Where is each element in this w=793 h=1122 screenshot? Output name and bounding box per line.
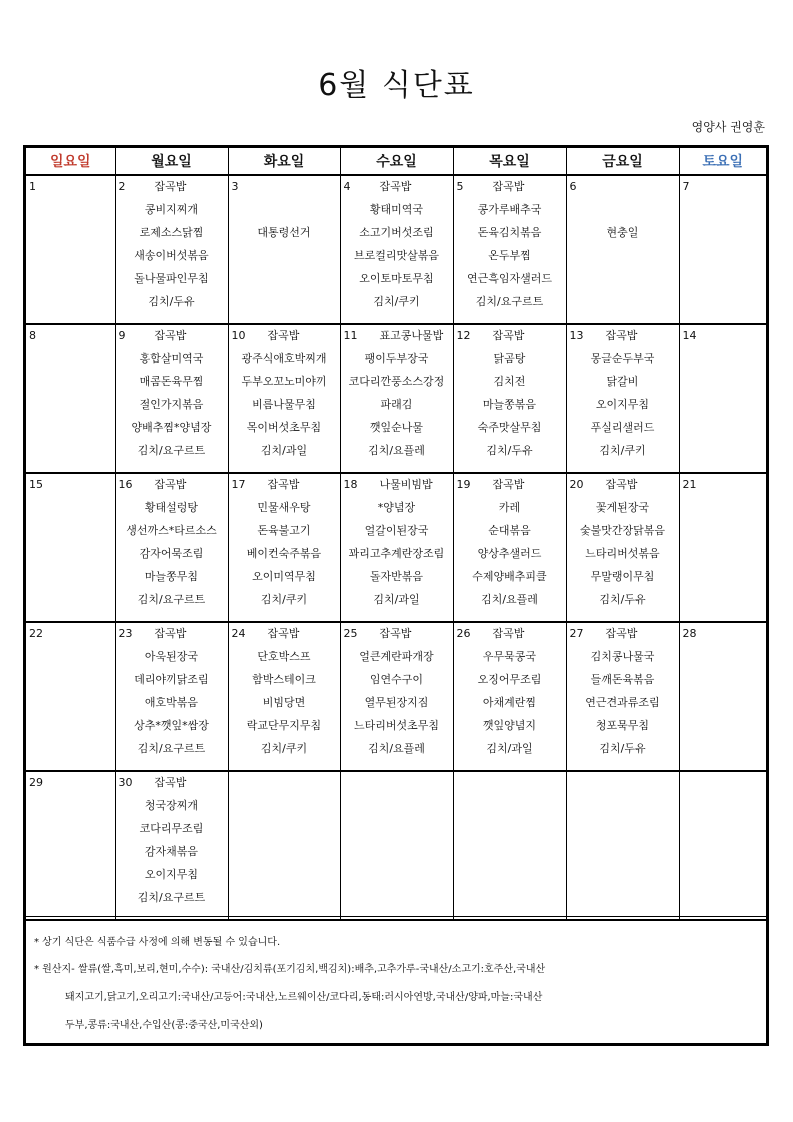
weekday-header: 토요일 <box>679 148 766 175</box>
menu-item: 콩가루배추국 <box>477 203 542 216</box>
menu-item: 연근흑임자샐러드 <box>466 272 552 285</box>
menu-item: 김치/쿠키 <box>373 295 420 308</box>
day-cell <box>453 473 566 622</box>
menu-item: 감자어묵조림 <box>139 547 204 560</box>
menu-item: 돈육불고기 <box>257 524 311 537</box>
day-cell <box>340 771 453 920</box>
menu-item: 깻잎양념지 <box>482 719 537 732</box>
day-number: 15 <box>29 478 43 491</box>
rice-item: 잡곡밥 <box>267 329 300 342</box>
menu-item: 민물새우탕 <box>257 501 311 514</box>
menu-item <box>229 198 340 221</box>
menu-item: 연근견과류조림 <box>585 696 660 709</box>
day-number: 22 <box>29 627 43 640</box>
menu-item: 홍합살미역국 <box>139 352 204 365</box>
menu-item: 황태미역국 <box>369 203 424 216</box>
menu-item: 오이미역무침 <box>252 570 316 583</box>
day-cell-header <box>567 623 679 645</box>
menu-item: 숙주맛살무침 <box>477 421 542 434</box>
menu-item: 아욱된장국 <box>144 650 199 663</box>
day-number: 6 <box>569 180 577 193</box>
day-cell <box>679 175 766 324</box>
menu-item: 들깨돈육볶음 <box>590 673 655 686</box>
menu-item: 팽이두부장국 <box>364 352 429 365</box>
week-row <box>26 622 766 771</box>
day-cell-header <box>341 325 453 347</box>
menu-item: 매콤돈육무찜 <box>139 375 204 388</box>
menu-item: 느타리버섯초무침 <box>353 719 439 732</box>
day-cell-header <box>229 176 340 198</box>
day-cell <box>228 175 340 324</box>
day-number: 10 <box>231 329 246 342</box>
rice-item: 잡곡밥 <box>267 478 300 491</box>
menu-item: 락교단무지무침 <box>246 719 322 732</box>
day-number: 8 <box>29 329 36 342</box>
day-cell <box>340 175 453 324</box>
day-cell-header <box>341 176 453 198</box>
rice-item: 표고콩나물밥 <box>379 329 444 342</box>
day-number: 17 <box>231 478 246 491</box>
weekday-header: 수요일 <box>340 148 453 175</box>
day-number: 18 <box>343 478 358 491</box>
menu-item: 김치/요구르트 <box>137 593 206 606</box>
menu-item: 베이컨숙주볶음 <box>246 547 322 560</box>
day-cell <box>228 324 340 473</box>
day-cell <box>115 175 228 324</box>
day-cell-header <box>567 474 679 496</box>
menu-item: 마늘쫑볶음 <box>482 398 537 411</box>
day-cell-header <box>341 623 453 645</box>
rice-item: 잡곡밥 <box>492 329 525 342</box>
day-number: 7 <box>682 180 690 193</box>
menu-item: 코다리깐풍소스강정 <box>348 375 445 388</box>
menu-item: 얼큰계란파개장 <box>359 650 434 663</box>
menu-item: 김치/과일 <box>373 593 420 606</box>
menu-item: 감자채볶음 <box>144 845 199 858</box>
day-number: 21 <box>682 478 697 491</box>
menu-item: 깻잎순나물 <box>369 421 424 434</box>
menu-item: 돌자반볶음 <box>369 570 424 583</box>
menu-item: 김치/요플레 <box>481 593 538 606</box>
menu-item: 광주식애호박찌개 <box>241 352 327 365</box>
day-cell-header <box>567 772 679 794</box>
day-cell-header <box>454 474 566 496</box>
day-number: 29 <box>29 776 43 789</box>
day-cell <box>26 622 115 771</box>
day-cell <box>340 324 453 473</box>
menu-item: 김치/과일 <box>260 444 308 457</box>
menu-item: 숯불맛간장닭볶음 <box>579 524 665 537</box>
week-row <box>26 771 766 920</box>
menu-item: 대통령선거 <box>257 226 311 239</box>
day-cell <box>453 622 566 771</box>
rice-item: 잡곡밥 <box>154 627 187 640</box>
menu-item: 양상추샐러드 <box>477 547 542 560</box>
menu-item: 온두부찜 <box>488 249 531 262</box>
day-cell-header <box>26 623 115 645</box>
day-cell-header <box>229 325 340 347</box>
menu-item: 돌나물파인무침 <box>134 272 209 285</box>
day-number: 24 <box>231 627 246 640</box>
menu-item: 비빔당면 <box>262 696 306 709</box>
menu-item: 김치/쿠키 <box>260 742 308 755</box>
day-number: 30 <box>118 776 133 789</box>
day-cell-header <box>454 623 566 645</box>
menu-item: 단호박스프 <box>257 650 311 663</box>
day-number: 3 <box>231 180 239 193</box>
menu-item: 수제양배추피클 <box>472 570 547 583</box>
day-cell-header <box>229 772 340 794</box>
day-cell-header <box>229 623 340 645</box>
menu-item: 김치/요플레 <box>368 742 425 755</box>
menu-item: 청국장찌개 <box>144 799 199 812</box>
day-cell-header <box>680 623 767 645</box>
menu-item: 두부오꼬노미야끼 <box>241 375 327 388</box>
menu-item: 새송이버섯볶음 <box>134 249 209 262</box>
rice-item: 잡곡밥 <box>267 627 300 640</box>
day-number: 19 <box>456 478 471 491</box>
day-cell <box>115 473 228 622</box>
menu-item: 절인가지볶음 <box>139 398 204 411</box>
day-cell <box>115 771 228 920</box>
day-cell-header <box>116 176 228 198</box>
week-row <box>26 324 766 473</box>
menu-item: 몽글순두부국 <box>590 352 655 365</box>
rice-item: 잡곡밥 <box>154 776 187 789</box>
rice-item: 잡곡밥 <box>605 478 638 491</box>
menu-item: 목이버섯초무침 <box>246 421 322 434</box>
note-origin-line-2: 돼지고기,닭고기,오리고기:국내산/고등어:국내산,노르웨이산/코다리,동태:러시아연방,국내산/양파,마늘:국내산 <box>65 992 543 1003</box>
note-origin-line-1: * 원산지- 쌀류(쌀,흑미,보리,현미,수수): 국내산/김치류(포기김치,백김치):배추,고추가루-국내산/소고기:호주산,국내산 <box>34 964 546 975</box>
day-number: 9 <box>118 329 126 342</box>
menu-item: 김치/쿠키 <box>260 593 308 606</box>
day-cell <box>679 324 766 473</box>
weekday-header: 목요일 <box>453 148 566 175</box>
day-cell <box>340 473 453 622</box>
day-cell <box>566 175 679 324</box>
menu-item: 꽃게된장국 <box>595 501 650 514</box>
menu-item: 마늘쫑무침 <box>144 570 199 583</box>
menu-item <box>567 198 679 221</box>
day-cell <box>453 175 566 324</box>
weekday-header: 금요일 <box>566 148 679 175</box>
menu-item: 돈육김치볶음 <box>477 226 542 239</box>
day-cell <box>115 622 228 771</box>
note-origin-line-3: 두부,콩류:국내산,수입산(콩:중국산,미국산외) <box>65 1020 263 1031</box>
day-number: 11 <box>343 329 358 342</box>
menu-item: 꽈리고추계란장조림 <box>348 547 445 560</box>
day-number: 4 <box>343 180 351 193</box>
menu-item: 양배추찜*양념장 <box>131 421 212 434</box>
rice-item: 잡곡밥 <box>492 180 525 193</box>
day-cell-header <box>26 772 115 794</box>
day-cell-header <box>116 623 228 645</box>
day-cell-header <box>229 474 340 496</box>
menu-item: 김치/요구르트 <box>475 295 544 308</box>
day-cell <box>566 771 679 920</box>
rice-item: 잡곡밥 <box>154 180 187 193</box>
menu-item: 김치/요플레 <box>368 444 425 457</box>
day-number: 5 <box>456 180 464 193</box>
menu-item: 브로컬리맛살볶음 <box>353 249 439 262</box>
day-number: 25 <box>343 627 358 640</box>
menu-item: 코다리무조림 <box>139 822 204 835</box>
menu-item: 김치/요구르트 <box>137 891 206 904</box>
day-number: 26 <box>456 627 471 640</box>
note-change-notice: * 상기 식단은 식품수급 사정에 의해 변동될 수 있습니다. <box>34 937 281 948</box>
menu-item: 데리야끼닭조림 <box>134 673 209 686</box>
day-number: 16 <box>118 478 133 491</box>
day-cell-header <box>567 176 679 198</box>
day-cell-header <box>26 325 115 347</box>
day-cell-header <box>26 176 115 198</box>
day-cell <box>26 324 115 473</box>
menu-item: 순대볶음 <box>488 524 531 537</box>
day-cell <box>228 473 340 622</box>
day-cell-header <box>680 325 767 347</box>
rice-item: 잡곡밥 <box>605 627 638 640</box>
week-row <box>26 473 766 622</box>
rice-item: 나물비빔밥 <box>379 478 433 491</box>
menu-item: 김치/쿠키 <box>599 444 646 457</box>
menu-item: 상추*깻잎*쌈장 <box>134 719 209 732</box>
rice-item: 잡곡밥 <box>154 329 187 342</box>
day-cell <box>26 473 115 622</box>
week-row <box>26 175 766 324</box>
rice-item: 잡곡밥 <box>154 478 187 491</box>
menu-item: 김치/요구르트 <box>137 742 206 755</box>
menu-item: 우무묵콩국 <box>482 650 537 663</box>
day-cell-header <box>567 325 679 347</box>
day-number: 20 <box>569 478 584 491</box>
day-number: 27 <box>569 627 584 640</box>
day-cell-header <box>116 325 228 347</box>
rice-item: 잡곡밥 <box>379 180 412 193</box>
day-cell-header <box>454 176 566 198</box>
menu-item: 오이지무침 <box>595 398 650 411</box>
page-title: 6월 식단표 <box>318 68 475 103</box>
weekday-header: 화요일 <box>228 148 340 175</box>
menu-item: 김치전 <box>493 375 526 388</box>
menu-item: 김치/요구르트 <box>137 444 206 457</box>
menu-item: 오이토마토무침 <box>359 272 434 285</box>
menu-item: 푸실리샐러드 <box>590 421 655 434</box>
menu-item: 현충일 <box>606 226 639 239</box>
notes-section <box>26 916 766 1043</box>
menu-item: 소고기버섯조림 <box>359 226 434 239</box>
menu-item: 함박스테이크 <box>252 673 316 686</box>
menu-item: 생선까스*타르소스 <box>126 524 217 537</box>
day-number: 2 <box>118 180 126 193</box>
day-cell-header <box>454 325 566 347</box>
menu-item: 무말랭이무침 <box>590 570 655 583</box>
menu-item: 열무된장지짐 <box>364 696 429 709</box>
menu-item: 오이지무침 <box>144 868 199 881</box>
menu-item: 콩비지찌개 <box>144 203 199 216</box>
day-cell <box>26 175 115 324</box>
day-cell <box>679 473 766 622</box>
menu-item: 오징어무조림 <box>477 673 542 686</box>
menu-item: 카레 <box>498 501 521 514</box>
day-cell-header <box>680 772 767 794</box>
weekday-header: 일요일 <box>26 148 115 175</box>
day-cell <box>679 771 766 920</box>
day-cell <box>566 473 679 622</box>
day-cell <box>228 622 340 771</box>
day-number: 23 <box>118 627 133 640</box>
day-number: 14 <box>682 329 697 342</box>
menu-item: 파래김 <box>380 398 413 411</box>
day-number: 12 <box>456 329 471 342</box>
menu-calendar <box>26 148 766 921</box>
menu-item: 김치/두유 <box>148 295 195 308</box>
day-cell-header <box>454 772 566 794</box>
menu-item: 임연수구이 <box>369 673 424 686</box>
menu-item: 김치콩나물국 <box>590 650 655 663</box>
day-cell-header <box>116 474 228 496</box>
day-number: 1 <box>29 180 36 193</box>
menu-item: 로제소스닭찜 <box>139 226 204 239</box>
day-cell <box>679 622 766 771</box>
menu-item: 김치/두유 <box>599 742 646 755</box>
menu-item: 김치/과일 <box>486 742 533 755</box>
menu-item: 황태설렁탕 <box>144 501 199 514</box>
menu-item: 닭갈비 <box>606 375 639 388</box>
day-cell <box>566 324 679 473</box>
day-cell <box>340 622 453 771</box>
dietitian-name: 영양사 권영훈 <box>691 120 765 134</box>
day-cell-header <box>341 772 453 794</box>
rice-item: 잡곡밥 <box>492 478 525 491</box>
rice-item: 잡곡밥 <box>492 627 525 640</box>
menu-item: 느타리버섯볶음 <box>585 547 660 560</box>
menu-item: 비름나물무침 <box>252 398 316 411</box>
day-cell-header <box>680 474 767 496</box>
menu-item: 아채계란찜 <box>482 696 537 709</box>
rice-item: 잡곡밥 <box>605 329 638 342</box>
day-cell <box>453 324 566 473</box>
menu-calendar-frame <box>23 145 769 1046</box>
menu-item: 김치/두유 <box>486 444 533 457</box>
weekday-header: 월요일 <box>115 148 228 175</box>
menu-item: *양념장 <box>377 501 416 514</box>
menu-item: 청포묵무침 <box>595 719 650 732</box>
day-cell-header <box>341 474 453 496</box>
day-cell <box>566 622 679 771</box>
day-number: 28 <box>682 627 697 640</box>
menu-item: 애호박볶음 <box>144 696 199 709</box>
menu-item: 닭곰탕 <box>493 352 526 365</box>
day-number: 13 <box>569 329 584 342</box>
day-cell-header <box>116 772 228 794</box>
rice-item: 잡곡밥 <box>379 627 412 640</box>
day-cell <box>26 771 115 920</box>
day-cell-header <box>26 474 115 496</box>
menu-item: 김치/두유 <box>599 593 646 606</box>
day-cell <box>115 324 228 473</box>
day-cell-header <box>680 176 767 198</box>
day-cell <box>453 771 566 920</box>
weekday-header-row <box>26 148 766 175</box>
menu-item: 얼갈이된장국 <box>364 524 429 537</box>
day-cell <box>228 771 340 920</box>
